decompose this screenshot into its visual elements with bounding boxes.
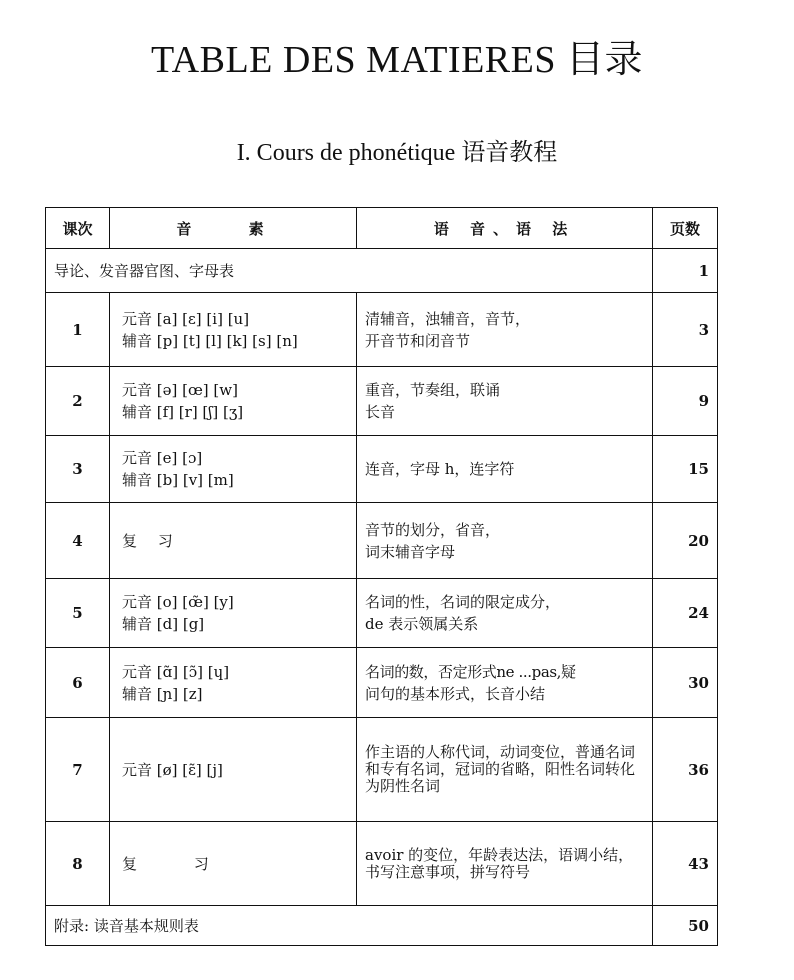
table-row: [46, 579, 718, 648]
phoneme-cell: [110, 503, 357, 579]
phoneme-line: 元音 [ə] [œ] [w]: [122, 381, 238, 399]
phoneme-line: 辅音 [d] [g]: [122, 615, 205, 633]
grammar-line: 词末辅音字母: [365, 542, 456, 561]
phoneme-line: 辅音 [ɲ] [z]: [122, 684, 203, 703]
grammar-line: 问句的基本形式，长音小结: [365, 684, 546, 703]
intro-row: [46, 249, 718, 293]
grammar-line: 重音，节奏组，联诵: [365, 381, 501, 399]
intro-text: 导论、发音器官图、字母表: [46, 249, 653, 293]
phoneme-line: 元音 [o] [œ̃] [y]: [122, 593, 234, 611]
lesson-number: 3: [46, 436, 110, 503]
phoneme-line: 复 习: [122, 854, 235, 873]
lesson-number: 2: [46, 367, 110, 436]
lesson-number: 6: [46, 648, 110, 718]
lesson-number: 8: [46, 822, 110, 906]
lesson-number: 1: [46, 293, 110, 367]
page-number: 15: [653, 436, 718, 503]
header-page: 页数: [653, 208, 718, 249]
grammar-cell: [357, 718, 653, 822]
grammar-cell: [357, 367, 653, 436]
header-grammar: 语 音、语 法: [357, 208, 653, 249]
grammar-cell: [357, 822, 653, 906]
table-row: [46, 648, 718, 718]
table-row: [46, 436, 718, 503]
grammar-line: 长音: [365, 403, 396, 421]
grammar-line: 名词的性，名词的限定成分，: [365, 593, 561, 611]
grammar-line: 名词的数，否定形式ne ...pas,疑: [365, 662, 576, 681]
phoneme-cell: [110, 648, 357, 718]
table-row: [46, 718, 718, 822]
phoneme-cell: [110, 367, 357, 436]
lesson-number: 5: [46, 579, 110, 648]
phoneme-line: 辅音 [b] [v] [m]: [122, 471, 234, 489]
header-lesson: 课次: [46, 208, 110, 249]
page-number: 43: [653, 822, 718, 906]
section-subtitle: I. Cours de phonétique 语音教程: [236, 140, 558, 166]
phoneme-line: 复 习: [122, 531, 181, 550]
table-row: [46, 822, 718, 906]
grammar-cell: [357, 579, 653, 648]
appendix-row: [46, 906, 718, 946]
contents-table: [45, 207, 718, 946]
phoneme-line: 元音 [e] [ɔ]: [122, 449, 203, 467]
page-number: 30: [653, 648, 718, 718]
header-phonemes: 音 素: [110, 208, 357, 249]
appendix-page: 50: [653, 906, 718, 946]
phoneme-line: 元音 [ɑ̃] [ɔ̃] [ɥ]: [122, 662, 230, 681]
page-number: 20: [653, 503, 718, 579]
grammar-line: avoir 的变位，年龄表达法，语调小结，书写注意事项，拼写符号: [365, 845, 634, 881]
table-row: [46, 503, 718, 579]
page-number: 9: [653, 367, 718, 436]
intro-page: 1: [653, 249, 718, 293]
grammar-line: 连音，字母 h，连字符: [365, 460, 515, 478]
page-number: 24: [653, 579, 718, 648]
grammar-line: 开音节和闭音节: [365, 331, 471, 350]
grammar-line: de 表示领属关系: [365, 615, 479, 633]
table-row: [46, 367, 718, 436]
phoneme-cell: [110, 822, 357, 906]
lesson-number: 4: [46, 503, 110, 579]
phoneme-line: 元音 [a] [ɛ] [i] [u]: [122, 309, 250, 328]
grammar-cell: [357, 648, 653, 718]
grammar-cell: [357, 293, 653, 367]
header-row: [46, 208, 718, 249]
appendix-text: 附录: 读音基本规则表: [46, 906, 653, 946]
lesson-number: 7: [46, 718, 110, 822]
page-number: 36: [653, 718, 718, 822]
page-number: 3: [653, 293, 718, 367]
phoneme-line: 辅音 [p] [t] [l] [k] [s] [n]: [122, 331, 298, 350]
grammar-line: 清辅音，浊辅音，音节，: [365, 309, 531, 328]
grammar-line: 音节的划分，省音，: [365, 520, 501, 539]
table-row: [46, 293, 718, 367]
phoneme-cell: [110, 718, 357, 822]
phoneme-cell: [110, 293, 357, 367]
grammar-cell: [357, 503, 653, 579]
phoneme-cell: [110, 436, 357, 503]
grammar-cell: [357, 436, 653, 503]
grammar-line: 作主语的人称代词，动词变位，普通名词和专有名词，冠词的省略，阳性名词转化为阴性名词: [365, 743, 636, 795]
phoneme-cell: [110, 579, 357, 648]
page-title: TABLE DES MATIERES 目录: [151, 39, 643, 81]
phoneme-line: 辅音 [f] [r] [ʃ] [ʒ]: [122, 403, 244, 421]
phoneme-line: 元音 [ø] [ɛ̃] [j]: [122, 760, 223, 779]
